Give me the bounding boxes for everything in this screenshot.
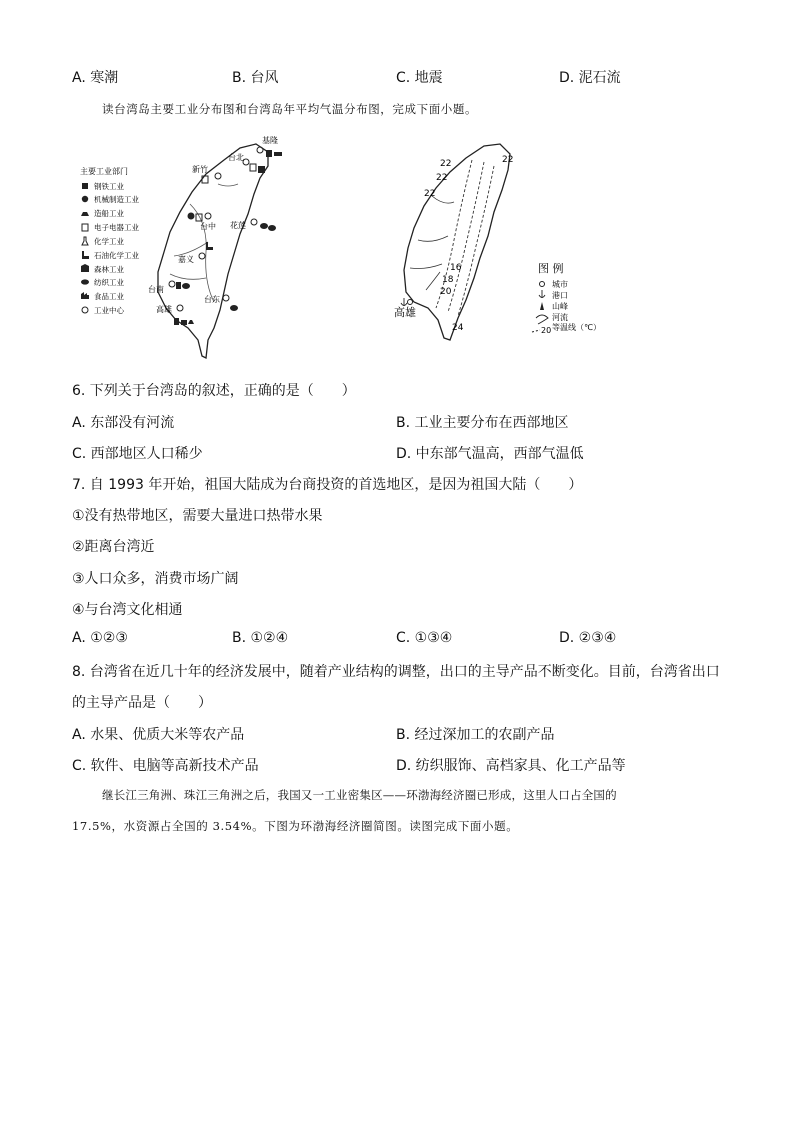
port-icon (539, 290, 545, 298)
q8-options-row2 (72, 755, 722, 775)
map1-legend-title: 主要工业部门 (80, 167, 128, 176)
q8-option-d[interactable]: D. 纺织服饰、高档家具、化工产品等 (396, 758, 626, 774)
city-taidong: 台东 (204, 295, 220, 304)
q7-statement-2: ②距离台湾近 (72, 539, 155, 555)
q6-option-a[interactable]: A. 东部没有河流 (72, 415, 175, 431)
legend-food: 食品工业 (94, 292, 124, 301)
chemical-icon (82, 237, 88, 245)
petrochemical-icon (82, 251, 89, 259)
isotherm-label: 16 (450, 263, 462, 273)
river (170, 274, 206, 279)
intro-taiwan: 读台湾岛主要工业分布图和台湾岛年平均气温分布图，完成下面小题。 (102, 102, 478, 116)
city-hualian: 花莲 (230, 221, 246, 230)
legend-petrochemical: 石油化学工业 (94, 251, 139, 260)
isotherm-label: 22 (502, 155, 514, 165)
q7-statement-3: ③人口众多，消费市场广阔 (72, 571, 239, 587)
steel-icon (82, 183, 88, 189)
q7-options (72, 630, 722, 650)
isotherm-label: 18 (442, 275, 454, 285)
q8-option-a[interactable]: A. 水果、优质大米等农产品 (72, 727, 245, 743)
q5-option-d[interactable]: D. 泥石流 (559, 70, 621, 86)
river (218, 184, 238, 186)
intro-bohai-line1: 继长江三角洲、珠江三角洲之后，我国又一工业密集区——环渤海经济圈已形成，这里人口占全国的 (102, 788, 617, 802)
q7-statement-1: ①没有热带地区，需要大量进口热带水果 (72, 508, 323, 524)
city-jiayi: 嘉义 (178, 255, 194, 264)
legend-city: 城市 (552, 280, 568, 289)
river (174, 242, 208, 256)
island-outline (158, 144, 268, 358)
peak-icon (540, 302, 544, 310)
q8-stem-line2: 的主导产品是（ ） (72, 695, 212, 711)
q5-options (72, 67, 722, 87)
legend-industrial-center: 工业中心 (94, 306, 124, 315)
isotherm-label: 22 (436, 173, 448, 183)
q5-option-a[interactable]: A. 寒潮 (72, 70, 119, 86)
q8-option-c[interactable]: C. 软件、电脑等高新技术产品 (72, 758, 259, 774)
river (418, 236, 448, 241)
port-icon (401, 298, 407, 306)
q7-statement-4: ④与台湾文化相通 (72, 602, 183, 618)
legend-peak: 山峰 (552, 302, 568, 311)
legend-chemical: 化学工业 (94, 237, 124, 246)
q6-option-b[interactable]: B. 工业主要分布在西部地区 (396, 415, 569, 431)
q7-option-b[interactable]: B. ①②④ (232, 630, 289, 646)
q7-option-a[interactable]: A. ①②③ (72, 630, 128, 646)
machinery-icon (82, 196, 88, 202)
legend-port: 港口 (552, 291, 568, 300)
legend-isotherm-number: 20 (541, 326, 552, 335)
island-outline (404, 144, 510, 340)
city-taibei: 台北 (228, 153, 244, 162)
river (426, 272, 440, 290)
isotherm-icon (532, 330, 540, 332)
q6-option-d[interactable]: D. 中东部气温高，西部气温低 (396, 446, 584, 462)
city-gaoxiong: 高雄 (156, 305, 172, 314)
isotherm-label: 22 (424, 189, 436, 199)
river-icon (536, 315, 548, 324)
isotherm-label: 20 (440, 287, 452, 297)
city-taizhong: 台中 (200, 222, 216, 231)
industrial-center-icon (82, 307, 88, 313)
city-xinzhu: 新竹 (192, 165, 208, 174)
q8-stem-line1: 8. 台湾省在近几十年的经济发展中，随着产业结构的调整，出口的主导产品不断变化。目前，台湾省出口 (72, 664, 720, 680)
q7-option-c[interactable]: C. ①③④ (396, 630, 453, 646)
taiwan-industry-map (78, 132, 300, 362)
isotherm-label: 24 (452, 323, 464, 333)
textile-icon (81, 279, 89, 284)
legend-river: 河流 (552, 313, 568, 322)
isotherm-line (458, 166, 494, 316)
city-tainan: 台南 (148, 285, 164, 294)
map2-legend-title: 图 例 (538, 262, 564, 275)
q5-option-b[interactable]: B. 台风 (232, 70, 279, 86)
q7-stem: 7. 自 1993 年开始，祖国大陆成为台商投资的首选地区，是因为祖国大陆（ ） (72, 477, 583, 493)
food-icon (81, 292, 89, 299)
q5-option-c[interactable]: C. 地震 (396, 70, 443, 86)
q6-stem: 6. 下列关于台湾岛的叙述，正确的是（ ） (72, 383, 356, 399)
taiwan-temperature-map (392, 140, 626, 350)
q6-options-row2 (72, 443, 722, 463)
legend-machinery: 机械制造工业 (94, 195, 139, 204)
legend-steel: 钢铁工业 (94, 182, 124, 191)
q6-options-row1 (72, 412, 722, 432)
q6-option-c[interactable]: C. 西部地区人口稀少 (72, 446, 203, 462)
river (410, 264, 442, 269)
q8-option-b[interactable]: B. 经过深加工的农副产品 (396, 727, 555, 743)
city-jilong: 基隆 (262, 136, 278, 145)
q8-options-row1 (72, 724, 722, 744)
q7-option-d[interactable]: D. ②③④ (559, 630, 617, 646)
legend-textile: 纺织工业 (94, 278, 124, 287)
legend-isotherm: 等温线（℃） (552, 323, 601, 332)
city-icon (540, 282, 545, 287)
map2-city-gaoxiong: 高雄 (394, 306, 416, 319)
isotherm-label: 22 (440, 159, 452, 169)
legend-forest: 森林工业 (94, 265, 124, 274)
shipbuilding-icon (81, 212, 89, 216)
map1-legend (81, 181, 139, 315)
intro-bohai-line2: 17.5%，水资源占全国的 3.54%。下图为环渤海经济圈简图。读图完成下面小题。 (72, 819, 519, 833)
legend-shipbuilding: 造船工业 (94, 209, 124, 218)
legend-electronics: 电子电器工业 (94, 223, 139, 232)
forest-icon (81, 264, 89, 272)
electronics-icon (82, 224, 88, 231)
